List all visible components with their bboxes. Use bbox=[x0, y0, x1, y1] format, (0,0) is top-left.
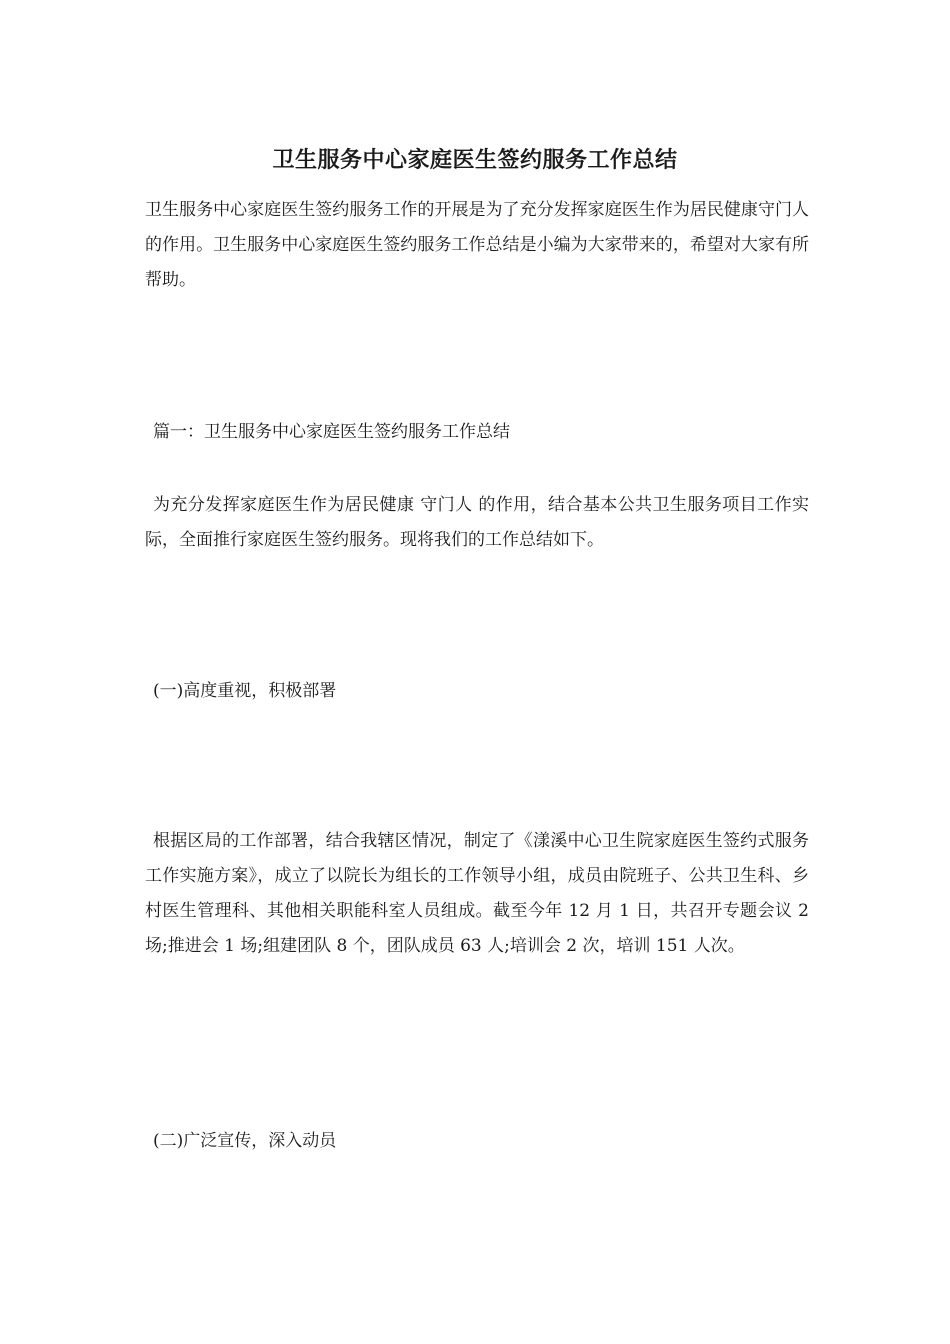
subsection1-heading: (一)高度重视，积极部署 bbox=[153, 681, 337, 701]
intro-paragraph: 卫生服务中心家庭医生签约服务工作的开展是为了充分发挥家庭医生作为居民健康守门人的作用。卫生服务中心家庭医生签约服务工作总结是小编为大家带来的，希望对大家有所帮助。 bbox=[145, 200, 809, 290]
section1-heading: 篇一：卫生服务中心家庭医生签约服务工作总结 bbox=[153, 422, 510, 442]
section1-paragraph: 为充分发挥家庭医生作为居民健康 守门人 的作用，结合基本公共卫生服务项目工作实际，全面推行家庭医生签约服务。现将我们的工作总结如下。 bbox=[145, 495, 809, 550]
subsection2-heading: (二)广泛宣传，深入动员 bbox=[153, 1131, 337, 1151]
document-title: 卫生服务中心家庭医生签约服务工作总结 bbox=[272, 147, 678, 173]
subsection1-paragraph: 根据区局的工作部署，结合我辖区情况，制定了《漾溪中心卫生院家庭医生签约式服务工作实施方案》，成立了以院长为组长的工作领导小组，成员由院班子、公共卫生科、乡村医生管理科、其他相关职能科室人员组成。截至今年 12 月 1 日，共召开专题会议 2 场;推进会 1 场;组建团队 8 个，团队成员 63 人;培训会 2 次，培训 151 人次。 bbox=[145, 831, 809, 956]
